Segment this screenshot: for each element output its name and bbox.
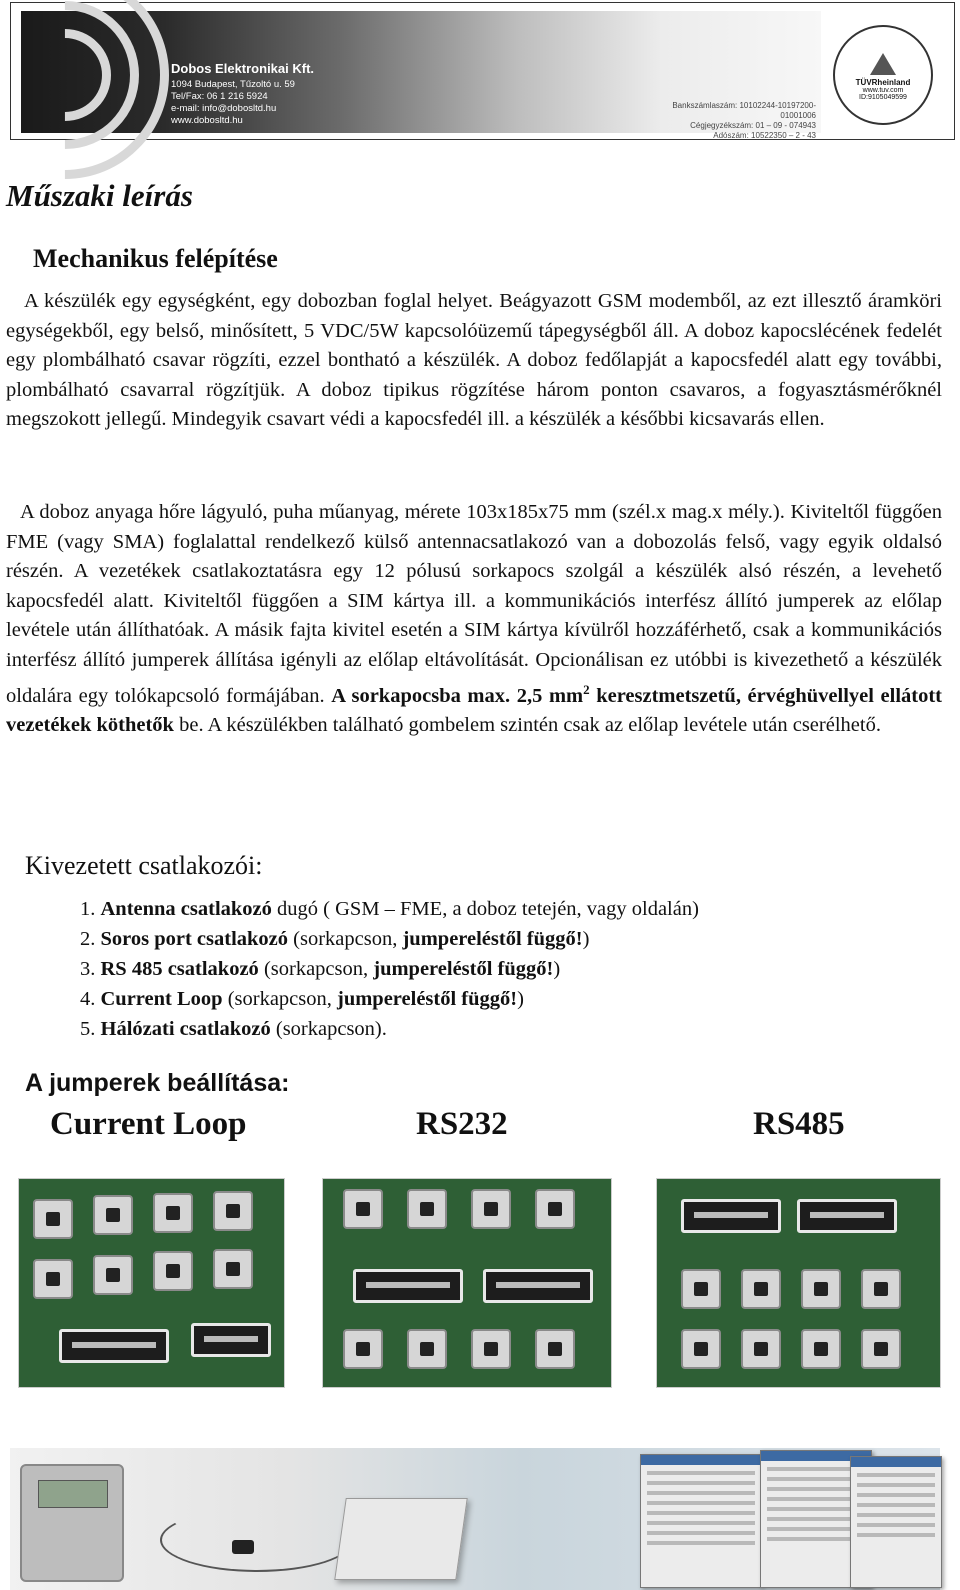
- gsm-device-image: [334, 1498, 468, 1580]
- header-pin: [471, 1189, 511, 1229]
- header-pin: [213, 1249, 253, 1289]
- header-pin: [343, 1329, 383, 1369]
- header-pin: [861, 1329, 901, 1369]
- connector-tail: ): [553, 958, 561, 980]
- document-title: Műszaki leírás: [6, 178, 193, 213]
- header-pin: [801, 1329, 841, 1369]
- meter-display: [38, 1480, 108, 1508]
- connector-name: Antenna csatlakozó: [100, 898, 272, 920]
- tuv-seal: [833, 25, 933, 125]
- list-item: [80, 924, 699, 954]
- connector-tail: ): [582, 928, 590, 950]
- header-pin: [741, 1269, 781, 1309]
- mechanics-paragraph-2: [6, 498, 942, 741]
- jumper-photo-current-loop: [18, 1178, 285, 1388]
- bank-info: [641, 101, 816, 141]
- connector-detail: (sorkapcson).: [270, 1018, 387, 1040]
- jumper-cap: [191, 1323, 271, 1357]
- header-pin: [93, 1255, 133, 1295]
- cable-image: [160, 1508, 354, 1572]
- connector-note: jumpereléstől függő!: [373, 958, 554, 980]
- header-pin: [801, 1269, 841, 1309]
- jumper-cap: [59, 1329, 169, 1363]
- header-pin: [681, 1269, 721, 1309]
- jumper-cap: [681, 1199, 781, 1233]
- header-pin: [681, 1329, 721, 1369]
- company-banner: [21, 11, 821, 140]
- plug-icon: [232, 1540, 254, 1554]
- company-name: Dobos Elektronikai Kft.: [171, 61, 315, 76]
- connector-name: Hálózati csatlakozó: [100, 1018, 271, 1040]
- connector-name: Soros port csatlakozó: [100, 928, 289, 950]
- list-number: 4.: [80, 988, 101, 1010]
- bank-account: Bankszámlaszám: 10102244-10197200-01001006: [672, 101, 816, 120]
- header-pin: [343, 1189, 383, 1229]
- company-web: www.dobosltd.hu: [171, 115, 243, 126]
- connector-note: jumpereléstől függő!: [402, 928, 583, 950]
- superscript: 2: [583, 682, 590, 697]
- connector-detail: (sorkapcson,: [258, 958, 374, 980]
- header-pin: [153, 1193, 193, 1233]
- list-item: [80, 984, 699, 1014]
- company-telfax: Tel/Fax: 06 1 216 5924: [171, 91, 268, 102]
- connectors-heading: Kivezetett csatlakozói:: [25, 851, 263, 880]
- header-pin: [471, 1329, 511, 1369]
- list-number: 1.: [80, 898, 101, 920]
- connector-tail: ): [517, 988, 524, 1010]
- header-pin: [33, 1199, 73, 1239]
- list-item: [80, 894, 699, 924]
- paragraph-bold-text: keresztmetszetű, érvéghüvellyel ellátott vezetékek köthetők: [6, 684, 943, 737]
- company-address: 1094 Budapest, Tűzoltó u. 59: [171, 79, 295, 90]
- paragraph-bold-text: A sorkapocsba max. 2,5 mm: [331, 684, 584, 707]
- connector-detail: (sorkapcson,: [222, 988, 337, 1010]
- connector-name: Current Loop: [100, 988, 223, 1010]
- software-window-image: [640, 1454, 762, 1588]
- header-pin: [407, 1329, 447, 1369]
- list-item: [80, 954, 699, 984]
- tuv-name: TÜVRheinland: [855, 78, 911, 87]
- company-registry: Cégjegyzékszám: 01 – 09 - 074943: [690, 121, 816, 130]
- tuv-id: ID:9105049599: [859, 94, 907, 101]
- company-email: e-mail: info@dobosltd.hu: [171, 103, 277, 114]
- connector-detail: (sorkapcson,: [288, 928, 403, 950]
- jumpers-heading: A jumperek beállítása:: [25, 1069, 290, 1097]
- product-banner: [10, 1448, 940, 1590]
- tax-number: Adószám: 10522350 – 2 - 43: [713, 131, 816, 140]
- letterhead: [10, 2, 955, 140]
- list-number: 2.: [80, 928, 101, 950]
- list-number: 3.: [80, 958, 101, 980]
- header-pin: [407, 1189, 447, 1229]
- tuv-url: www.tuv.com: [862, 87, 904, 94]
- jumper-label-current-loop: Current Loop: [50, 1106, 247, 1142]
- header-pin: [213, 1191, 253, 1231]
- list-item: [80, 1014, 699, 1044]
- mechanics-heading: Mechanikus felépítése: [33, 244, 278, 273]
- jumper-label-rs232: RS232: [416, 1106, 508, 1142]
- header-pin: [33, 1259, 73, 1299]
- connectors-list: [80, 894, 699, 1044]
- header-pin: [741, 1329, 781, 1369]
- software-window-image: [850, 1456, 942, 1588]
- header-pin: [861, 1269, 901, 1309]
- electricity-meter-image: [20, 1464, 124, 1582]
- header-pin: [153, 1251, 193, 1291]
- header-pin: [535, 1329, 575, 1369]
- jumper-cap: [353, 1269, 463, 1303]
- tuv-triangle-icon: [870, 53, 896, 75]
- jumper-cap: [797, 1199, 897, 1233]
- list-number: 5.: [80, 1018, 101, 1040]
- jumper-label-rs485: RS485: [753, 1106, 845, 1142]
- header-pin: [535, 1189, 575, 1229]
- paragraph-text: be. A készülékben található gombelem szintén csak az előlap levétele után cserélhető.: [173, 714, 881, 737]
- connector-note: jumpereléstől függő!: [337, 988, 518, 1010]
- connector-detail: dugó ( GSM – FME, a doboz tetején, vagy oldalán): [271, 898, 699, 920]
- jumper-photo-rs485: [656, 1178, 941, 1388]
- mechanics-paragraph-1: A készülék egy egységként, egy dobozban foglal helyet. Beágyazott GSM modemből, az ezt illesztő áramköri egységekből, egy belső, minősített, 5 VDC/5W kapcsolóüzemű tápegységből áll. A doboz kapocslécének fedelét egy plombálható csavar rögzíti, ezzel bontható a készülék. A doboz fedőlapját a kapocsfedél alatt egy további, plombálható csavarral rögzítjük. A doboz tipikus rögzítése három ponton csavaros, a fogyasztásmérőknél megszokott jellegű. Mindegyik csavart védi a kapocsfedél ill. a készülék a későbbi kicsavarás ellen.: [6, 290, 942, 430]
- company-info: [171, 61, 314, 127]
- jumper-photo-rs232: [322, 1178, 612, 1388]
- paragraph-text: A doboz anyaga hőre lágyuló, puha műanyag, mérete 103x185x75 mm (szél.x mag.x mély.). Kiviteltől függően FME (vagy SMA) foglalattal rendelkező külső antennacsatlakozó van a dobozolás felső, vagy egyik oldalsó részén. A vezetékek csatlakoztatásra egy 12 pólusú sorkapocs szolgál a készülék alsó részén, a levehető kapocsfedél alatt. Kiviteltől függően a SIM kártya ill. a kommunikációs interfész állító jumperek az előlap levétele után állíthatóak. A másik fajta kivitel esetén a SIM kártya kívülről hozzáférhető, csak a kommunikációs interfész állító jumperek állítása igényli az előlap eltávolítását. Opcionálisan ez utóbbi is kivezethető a készülék oldalára egy tolókapcsoló formájában.: [6, 501, 942, 707]
- connector-name: RS 485 csatlakozó: [100, 958, 259, 980]
- header-pin: [93, 1195, 133, 1235]
- jumper-cap: [483, 1269, 593, 1303]
